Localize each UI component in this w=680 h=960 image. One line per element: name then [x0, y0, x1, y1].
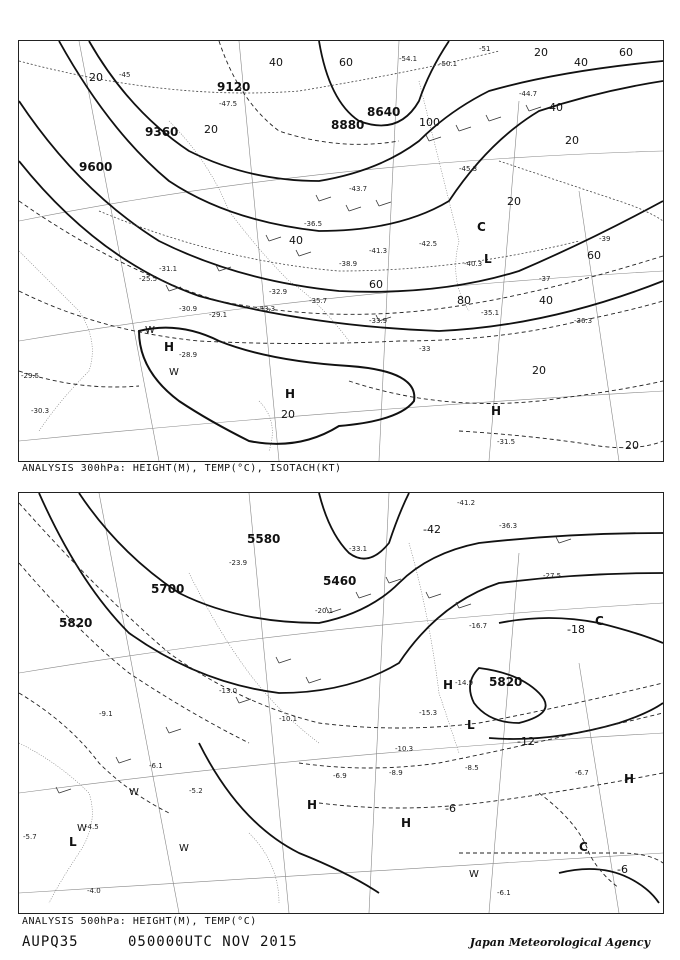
- map-300hpa-canvas: [19, 41, 663, 461]
- height-contours: [19, 41, 663, 331]
- temp-label: -10.1: [279, 715, 298, 723]
- graticule: [19, 493, 663, 913]
- temp-label: -37: [539, 275, 551, 283]
- high-center: H: [491, 404, 502, 418]
- temp-label: -25.5: [139, 275, 158, 283]
- coastline: [19, 81, 469, 451]
- temp-label: -36.5: [304, 220, 323, 228]
- isotach-label: 20: [625, 439, 639, 452]
- panel-caption: ANALYSIS 300hPa: HEIGHT(M), TEMP(°C), ISOTACH(KT): [22, 463, 342, 474]
- temp-label: -36.3: [574, 317, 593, 325]
- height-label: 5580: [247, 532, 281, 546]
- isotach-label: 60: [339, 56, 353, 69]
- temp-label: -45.3: [459, 165, 478, 173]
- isotach-label: 60: [587, 249, 601, 262]
- isotherm-label: -6: [617, 863, 628, 876]
- isotach-label: 80: [457, 294, 471, 307]
- temp-label: -6.7: [575, 769, 589, 777]
- high-center: H: [164, 340, 175, 354]
- wind-barbs: [166, 105, 541, 321]
- isotach-label: 20: [532, 364, 546, 377]
- cold-center: C: [579, 840, 588, 854]
- temp-label: -5.2: [189, 787, 203, 795]
- isotach-label: 40: [269, 56, 283, 69]
- map-500hpa-canvas: [19, 493, 663, 913]
- agency-name: Japan Meteorological Agency: [469, 936, 650, 949]
- isotachs: [19, 51, 663, 271]
- isotach-label: 20: [534, 46, 548, 59]
- warm-center: W: [129, 787, 139, 798]
- high-center: H: [285, 387, 296, 401]
- temp-label: -30.9: [179, 305, 198, 313]
- temp-label: -14.9: [455, 679, 474, 687]
- temp-label: -4.0: [87, 887, 101, 895]
- temp-label: -15.3: [419, 709, 438, 717]
- isotach-label: 20: [565, 134, 579, 147]
- height-label: 9120: [217, 80, 251, 94]
- isotach-label: 40: [539, 294, 553, 307]
- isotach-label: 100: [419, 116, 440, 129]
- height-label: 8880: [331, 118, 365, 132]
- temp-label: -16.7: [469, 622, 488, 630]
- temp-label: -31.5: [497, 438, 516, 446]
- isotach-label: 60: [619, 46, 633, 59]
- warm-center: W: [145, 325, 155, 336]
- temp-label: -29.1: [209, 311, 228, 319]
- temp-label: -10.3: [395, 745, 414, 753]
- height-label: 5460: [323, 574, 357, 588]
- cold-center: C: [595, 614, 604, 628]
- temp-label: -9.1: [99, 710, 113, 718]
- height-contours: [39, 493, 663, 903]
- temp-label: -51: [479, 45, 491, 53]
- temp-label: -8.9: [389, 769, 403, 777]
- temp-label: -36.3: [499, 522, 518, 530]
- height-label: 5700: [151, 582, 185, 596]
- high-center: H: [307, 798, 318, 812]
- temp-label: -41.2: [457, 499, 476, 507]
- cold-center: C: [477, 220, 486, 234]
- temp-label: -30.3: [31, 407, 50, 415]
- isotach-label: 20: [204, 123, 218, 136]
- product-code: AUPQ35: [22, 934, 79, 950]
- isotherms: [19, 503, 663, 888]
- isotach-label: 40: [549, 101, 563, 114]
- temp-label: -32.9: [269, 288, 288, 296]
- temp-label: -6.9: [333, 772, 347, 780]
- temp-label: -39: [599, 235, 611, 243]
- temp-label: -28.9: [179, 351, 198, 359]
- valid-time: 050000UTC NOV 2015: [128, 934, 298, 950]
- coastline: [19, 543, 459, 903]
- temp-label: -41.3: [369, 247, 388, 255]
- height-label: 8640: [367, 105, 401, 119]
- temp-label: -43.7: [349, 185, 368, 193]
- high-center: H: [443, 678, 454, 692]
- height-label: 9600: [79, 160, 113, 174]
- temp-label: -29.5: [21, 372, 40, 380]
- isotach-label: 40: [574, 56, 588, 69]
- temp-label: -44.7: [519, 90, 538, 98]
- temp-label: -33.3: [257, 305, 276, 313]
- temp-label: -35.1: [481, 309, 500, 317]
- low-center: L: [69, 835, 77, 849]
- low-center: L: [467, 718, 475, 732]
- temp-label: -13.0: [219, 687, 238, 695]
- temp-label: -6.1: [149, 762, 163, 770]
- temp-label: -50.1: [439, 60, 458, 68]
- temp-label: -8.5: [465, 764, 479, 772]
- panel-caption: ANALYSIS 500hPa: HEIGHT(M), TEMP(°C): [22, 916, 257, 927]
- temp-label: -40.3: [464, 260, 483, 268]
- isotach-label: 20: [89, 71, 103, 84]
- warm-center: W: [169, 367, 179, 378]
- warm-center: W: [469, 869, 479, 880]
- temp-label: -35.7: [309, 297, 328, 305]
- temp-label: -38.9: [339, 260, 358, 268]
- isotach-label: 20: [281, 408, 295, 421]
- temp-label: -54.1: [399, 55, 418, 63]
- isotherm-label: -6: [445, 802, 456, 815]
- temp-label: -5.7: [23, 833, 37, 841]
- temp-label: -31.1: [159, 265, 178, 273]
- isotherm-label: -12: [517, 735, 535, 748]
- isotherm-label: -42: [423, 523, 441, 536]
- map-500hpa: [18, 492, 664, 914]
- temp-label: -45: [119, 71, 131, 79]
- isotherm-label: -18: [567, 623, 585, 636]
- temp-label: -20.1: [315, 607, 334, 615]
- warm-center: W: [179, 843, 189, 854]
- temp-label: -33.9: [369, 317, 388, 325]
- high-center: H: [624, 772, 635, 786]
- map-300hpa: [18, 40, 664, 462]
- low-center: L: [484, 252, 492, 266]
- isotach-label: 60: [369, 278, 383, 291]
- temp-label: -4.5: [85, 823, 99, 831]
- high-center: H: [401, 816, 412, 830]
- isotach-label: 20: [507, 195, 521, 208]
- temp-label: -6.1: [497, 889, 511, 897]
- height-label: 9360: [145, 125, 179, 139]
- height-label: 5820: [489, 675, 523, 689]
- isotach-label: 40: [289, 234, 303, 247]
- height-label: 5820: [59, 616, 93, 630]
- temp-label: -47.5: [219, 100, 238, 108]
- temp-label: -27.5: [543, 572, 562, 580]
- temp-label: -42.5: [419, 240, 438, 248]
- temp-label: -33: [419, 345, 431, 353]
- temp-label: -23.9: [229, 559, 248, 567]
- high-contour: [139, 328, 414, 444]
- warm-center: W: [77, 823, 87, 834]
- temp-label: -33.1: [349, 545, 368, 553]
- wind-barbs: [56, 537, 571, 793]
